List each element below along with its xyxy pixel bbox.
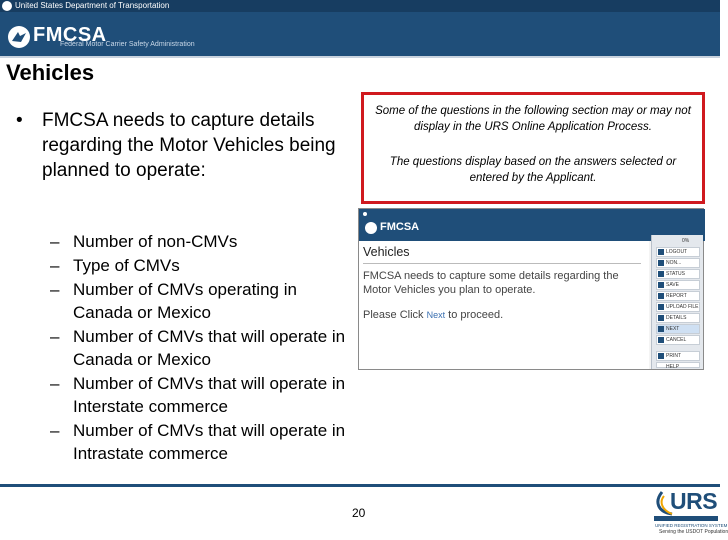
sub-bullet-text: Number of non-CMVs xyxy=(73,232,238,251)
mini-menu-label: PRINT xyxy=(666,353,681,359)
mini-next-instruction xyxy=(363,309,503,321)
menu-item-icon xyxy=(658,293,664,299)
menu-item-icon xyxy=(658,249,664,255)
dash-mark: – xyxy=(50,232,60,251)
mini-menu-item xyxy=(656,247,700,257)
sub-bullet xyxy=(50,230,350,253)
header-bar xyxy=(0,0,720,56)
mini-menu-label: SAVE xyxy=(666,282,679,288)
mini-next-link: Next xyxy=(426,310,446,320)
main-bullet-text: FMCSA needs to capture details regarding the Motor Vehicles being planned to operate: xyxy=(42,110,336,181)
mini-menu-item xyxy=(656,362,700,368)
sub-bullet-list xyxy=(50,230,350,466)
mini-next-prefix: Please Click xyxy=(363,309,424,321)
sub-bullet xyxy=(50,372,350,418)
mini-menu-item xyxy=(656,291,700,301)
sub-bullet-text: Number of CMVs that will operate in Intrastate commerce xyxy=(73,421,346,463)
agency-full-name: Federal Motor Carrier Safety Administration xyxy=(60,41,195,48)
urs-bar xyxy=(654,516,718,521)
mini-menu-item xyxy=(656,258,700,268)
dash-mark: – xyxy=(50,280,60,299)
dot-strip xyxy=(0,0,720,12)
mini-menu-item xyxy=(656,313,700,323)
mini-menu-label: NEXT xyxy=(666,326,680,332)
mini-menu-label: UPLOAD FILE xyxy=(666,304,699,310)
mini-menu-label: LOGOUT xyxy=(666,249,688,255)
mini-content-pane xyxy=(359,241,649,369)
notice-text-2: The questions display based on the answers selected or entered by the Applicant. xyxy=(389,156,677,184)
application-screenshot xyxy=(358,208,704,370)
mini-menu-item xyxy=(656,280,700,290)
header-divider xyxy=(0,56,720,58)
menu-item-icon xyxy=(658,271,664,277)
sub-bullet xyxy=(50,278,350,324)
mini-menu-item xyxy=(656,302,700,312)
mini-menu-item-next xyxy=(656,324,700,334)
page-number: 20 xyxy=(352,506,366,520)
mini-menu-label: HELP xyxy=(666,364,680,370)
dash-mark: – xyxy=(50,421,60,440)
dash-mark: – xyxy=(50,374,60,393)
mini-menu-label: STATUS xyxy=(666,271,685,277)
mini-menu-label: REPORT xyxy=(666,293,687,299)
footer-divider xyxy=(0,484,720,487)
sub-bullet xyxy=(50,254,350,277)
menu-item-icon xyxy=(658,337,664,343)
bullet-mark: • xyxy=(16,110,23,131)
sub-bullet xyxy=(50,419,350,465)
dot-logo-icon xyxy=(2,1,12,11)
agency-short-name: FMCSA xyxy=(33,24,107,46)
sub-bullet xyxy=(50,325,350,371)
mini-fmcsa-logo-icon xyxy=(365,222,377,234)
menu-item-icon xyxy=(658,315,664,321)
menu-item-icon xyxy=(658,353,664,359)
menu-item-icon xyxy=(658,282,664,288)
mini-menu-label: CANCEL xyxy=(666,337,687,343)
urs-brand: URS xyxy=(670,488,718,514)
urs-affiliation: Serving the USDOT Population xyxy=(659,529,728,535)
urs-tagline: UNIFIED REGISTRATION SYSTEM xyxy=(655,523,728,528)
dash-mark: – xyxy=(50,327,60,346)
sub-bullet-text: Number of CMVs that will operate in Canada or Mexico xyxy=(73,327,346,369)
main-bullet xyxy=(16,108,336,183)
mini-body-text: FMCSA needs to capture some details regarding the Motor Vehicles you plan to operate. xyxy=(363,270,619,296)
mini-title-divider xyxy=(363,263,641,264)
sub-bullet-text: Type of CMVs xyxy=(73,256,180,275)
mini-menu-label: NON... xyxy=(666,260,682,266)
mini-next-suffix: to proceed. xyxy=(448,309,504,321)
dot-department-name: United States Department of Transportation xyxy=(15,1,170,10)
mini-menu-item xyxy=(656,335,700,345)
mini-side-menu xyxy=(651,235,703,369)
sub-bullet-text: Number of CMVs that will operate in Interstate commerce xyxy=(73,374,346,416)
mini-dot-logo-icon xyxy=(363,212,367,216)
urs-logo xyxy=(650,488,728,538)
notice-text-1: Some of the questions in the following section may or may not display in the URS Online Application Process. xyxy=(375,105,691,133)
dash-mark: – xyxy=(50,256,60,275)
menu-item-icon xyxy=(658,260,664,266)
menu-item-icon xyxy=(658,304,664,310)
mini-menu-progress: 0% xyxy=(682,238,690,244)
slide-title: Vehicles xyxy=(6,60,95,85)
notice-box xyxy=(361,92,705,204)
mini-menu-item xyxy=(656,351,700,361)
sub-bullet-text: Number of CMVs operating in Canada or Mexico xyxy=(73,280,297,322)
fmcsa-logo-icon xyxy=(8,26,30,48)
mini-menu-item xyxy=(656,269,700,279)
menu-item-icon xyxy=(658,326,664,332)
mini-menu-label: DETAILS xyxy=(666,315,687,321)
mini-agency-name: FMCSA xyxy=(380,221,420,233)
mini-page-title: Vehicles xyxy=(363,245,410,259)
